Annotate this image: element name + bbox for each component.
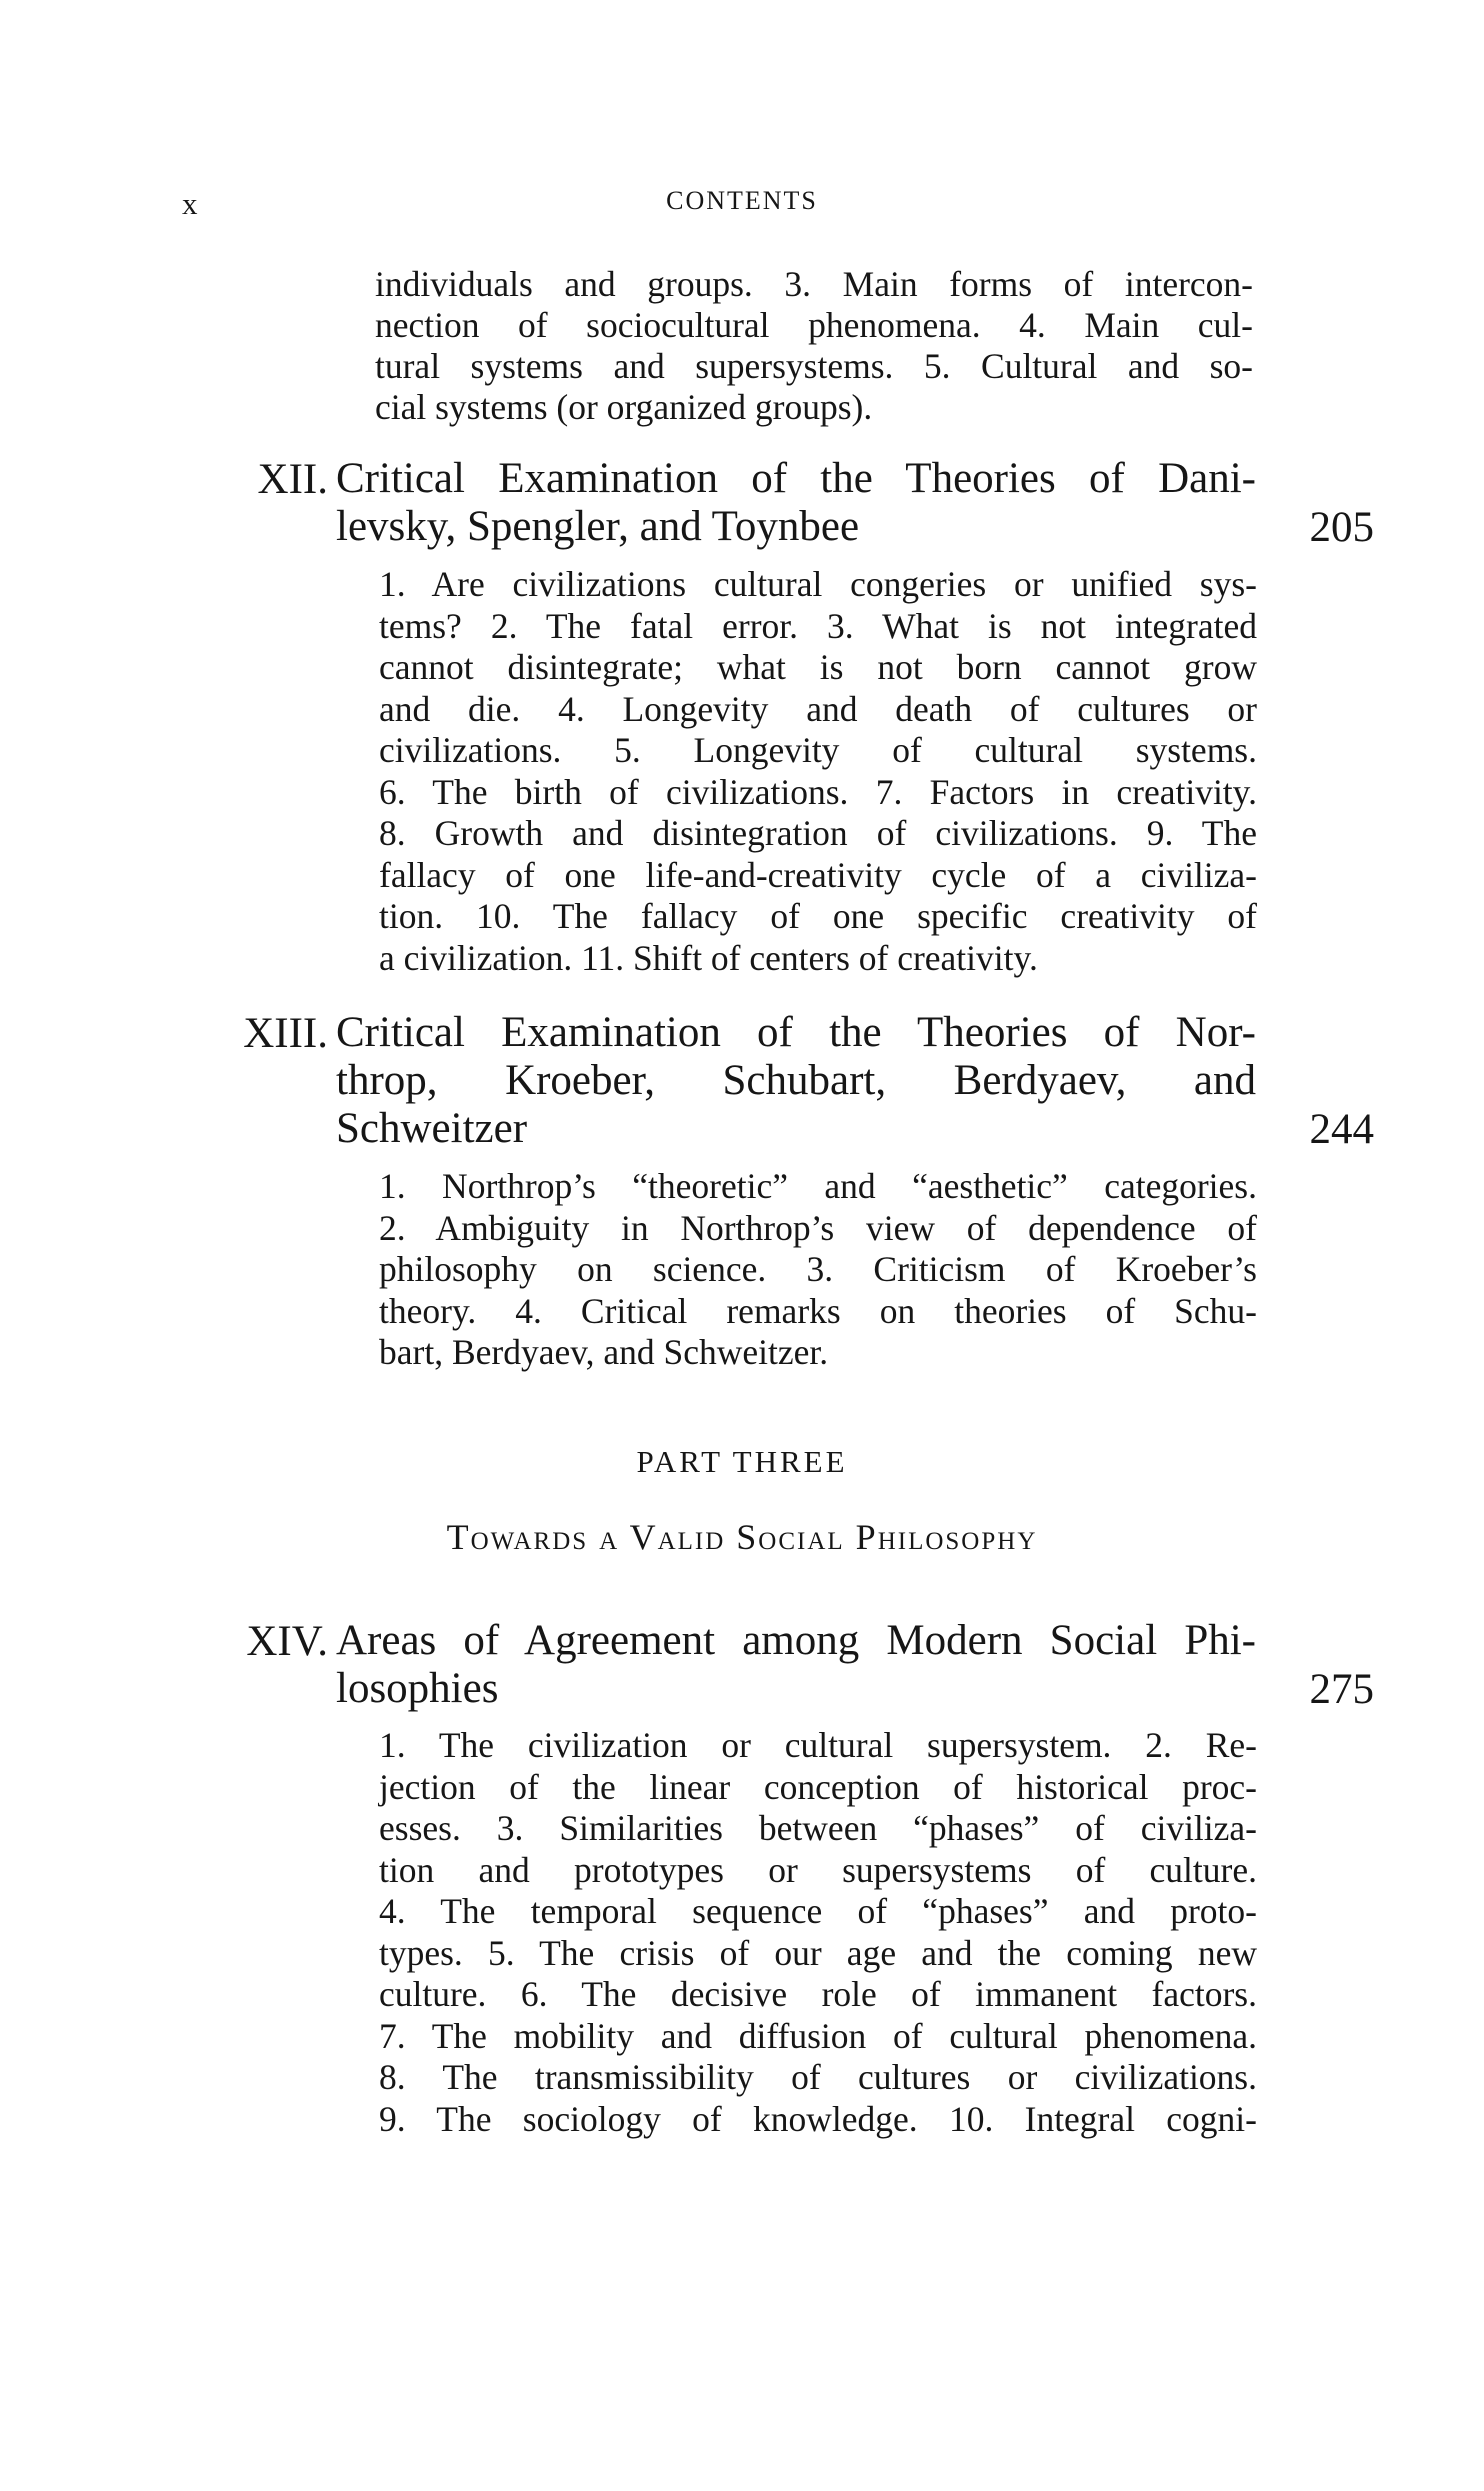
chapter-number: XIV. <box>246 1618 328 1665</box>
synopsis-line: and die. 4. Longevity and death of cultures or <box>379 688 1257 729</box>
synopsis-line: cannot disintegrate; what is not born cannot grow <box>379 647 1257 687</box>
synopsis-line: individuals and groups. 3. Main forms of intercon- <box>375 264 1253 304</box>
synopsis-line: fallacy of one life-and-creativity cycle of a civiliza- <box>379 854 1257 895</box>
chapter-title-line: levsky, Spengler, and Toynbee <box>336 503 860 550</box>
chapter-page-number: 275 <box>1309 1666 1374 1713</box>
synopsis-line: 7. The mobility and diffusion of cultural phenomena. <box>379 2015 1257 2056</box>
synopsis-line: 8. The transmissibility of cultures or civilizations. <box>379 2057 1257 2097</box>
synopsis-line: tion. 10. The fallacy of one specific creativity of <box>379 896 1257 936</box>
part-label: PART THREE <box>636 1444 848 1479</box>
chapter-title-line: Areas of Agreement among Modern Social Phi- <box>336 1617 1256 1664</box>
chapter-synopsis <box>379 1166 1257 1374</box>
chapter-title <box>336 455 1256 551</box>
synopsis-line: tems? 2. The fatal error. 3. What is not integrated <box>379 605 1257 646</box>
chapter-number: XII. <box>257 456 328 503</box>
chapter-page-number: 205 <box>1309 504 1374 551</box>
synopsis-line: theory. 4. Critical remarks on theories of Schu- <box>379 1290 1257 1331</box>
synopsis-line: 8. Growth and disintegration of civilizations. 9. The <box>379 813 1257 853</box>
synopsis-line: 1. The civilization or cultural supersystem. 2. Re- <box>379 1725 1257 1765</box>
synopsis-line: 1. Are civilizations cultural congeries or unified sys- <box>379 564 1257 604</box>
chapter-title-line: throp, Kroeber, Schubart, Berdyaev, and <box>336 1057 1256 1104</box>
chapter-title <box>336 1617 1256 1713</box>
synopsis-line: 4. The temporal sequence of “phases” and proto- <box>379 1891 1257 1931</box>
synopsis-line: 1. Northrop’s “theoretic” and “aesthetic” categories. <box>379 1166 1257 1206</box>
synopsis-line: 9. The sociology of knowledge. 10. Integral cogni- <box>379 2098 1257 2139</box>
synopsis-line: esses. 3. Similarities between “phases” of civiliza- <box>379 1808 1257 1848</box>
chapter-synopsis <box>379 1725 1257 2140</box>
synopsis-line: culture. 6. The decisive role of immanent factors. <box>379 1974 1257 2014</box>
chapter-page-number: 244 <box>1309 1106 1374 1153</box>
chapter-title <box>336 1009 1256 1153</box>
synopsis-line: tural systems and supersystems. 5. Cultural and so- <box>375 346 1253 386</box>
synopsis-line: philosophy on science. 3. Criticism of Kroeber’s <box>379 1249 1257 1289</box>
page-header <box>0 186 1484 226</box>
chapter-synopsis <box>379 564 1257 979</box>
chapter-title-line: Schweitzer <box>336 1105 528 1152</box>
page-folio: x <box>182 186 198 221</box>
running-head: CONTENTS <box>666 186 818 215</box>
synopsis-line: cial systems (or organized groups). <box>375 387 873 427</box>
synopsis-line: a civilization. 11. Shift of centers of creativity. <box>379 937 1038 978</box>
synopsis-line: nection of sociocultural phenomena. 4. Main cul- <box>375 305 1253 345</box>
synopsis-line: 6. The birth of civilizations. 7. Factors in creativity. <box>379 771 1257 812</box>
synopsis-line: bart, Berdyaev, and Schweitzer. <box>379 1332 829 1372</box>
part-title: Towards a Valid Social Philosophy <box>446 1517 1038 1557</box>
chapter-title-line: Critical Examination of the Theories of Nor- <box>336 1009 1256 1056</box>
synopsis-line: civilizations. 5. Longevity of cultural systems. <box>379 730 1257 770</box>
chapter-number: XIII. <box>243 1010 328 1057</box>
synopsis-line: types. 5. The crisis of our age and the coming new <box>379 1932 1257 1973</box>
chapter-title-line: losophies <box>336 1665 499 1712</box>
synopsis-line: jection of the linear conception of historical proc- <box>379 1766 1257 1807</box>
synopsis-line: 2. Ambiguity in Northrop’s view of dependence of <box>379 1207 1257 1248</box>
synopsis-line: tion and prototypes or supersystems of culture. <box>379 1849 1257 1890</box>
chapter-title-line: Critical Examination of the Theories of Dani- <box>336 455 1256 502</box>
continued-synopsis <box>375 264 1253 428</box>
